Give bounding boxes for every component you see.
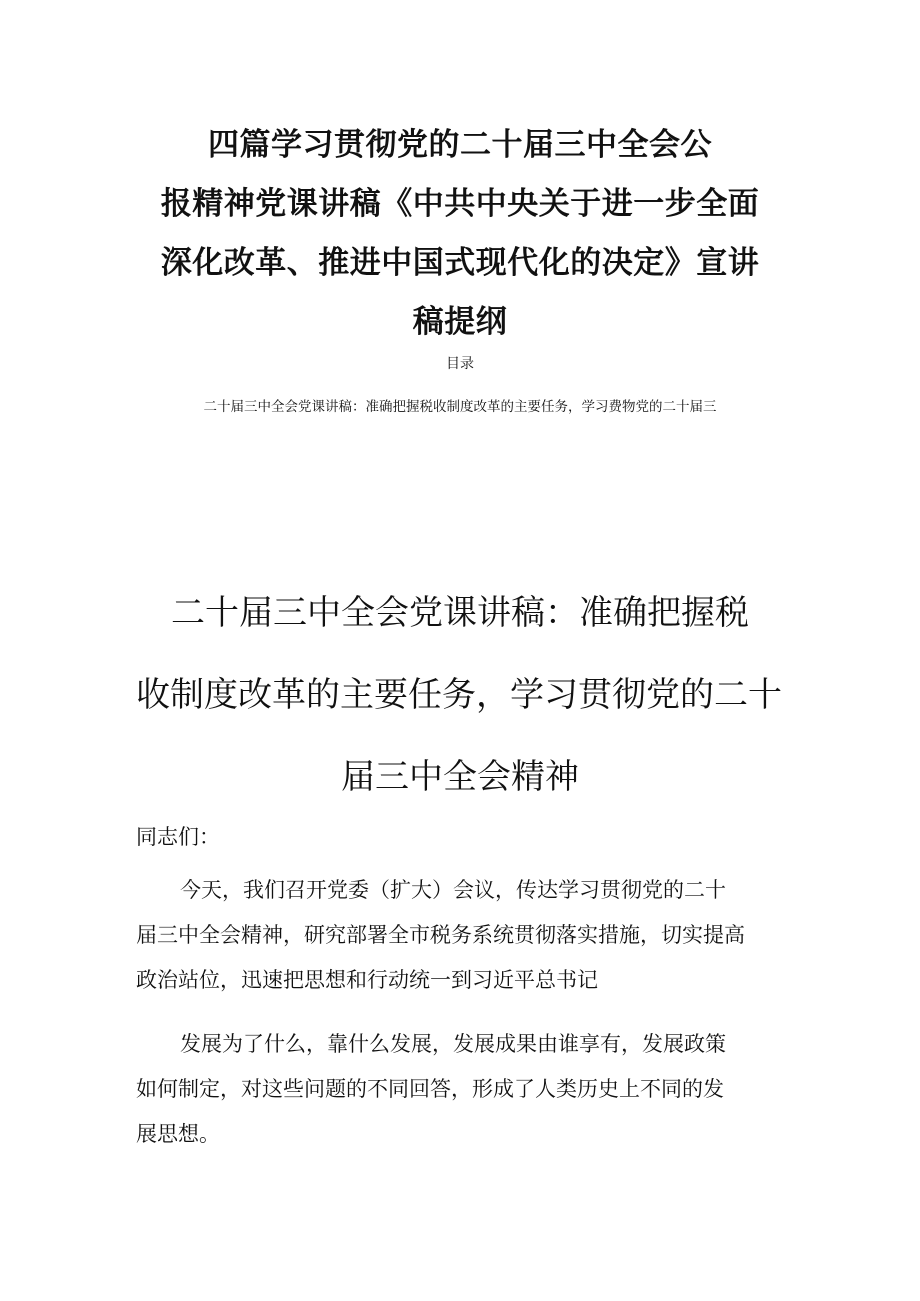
paragraph-line: 届三中全会精神，研究部署全市税务系统贯彻落实措施，切实提高 (136, 923, 745, 947)
title-line: 深化改革、推进中国式现代化的决定》宣讲 (160, 245, 760, 281)
paragraph-line: 展思想。 (136, 1122, 220, 1146)
section-title-line: 收制度改革的主要任务，学习贯彻党的二十 (136, 675, 782, 715)
section-title-line: 届三中全会精神 (341, 757, 579, 797)
paragraph-line: 今天，我们召开党委（扩大）会议，传达学习贯彻党的二十 (180, 878, 726, 902)
paragraph-line: 如何制定，对这些问题的不同回答，形成了人类历史上不同的发 (136, 1077, 724, 1101)
toc-heading: 目录 (446, 356, 474, 372)
paragraph-line: 发展为了什么，靠什么发展，发展成果由谁享有，发展政策 (180, 1032, 726, 1056)
toc-item[interactable]: 二十届三中全会党课讲稿：准确把握税收制度改革的主要任务，学习费物党的二十届三 (203, 399, 717, 415)
paragraph-line: 政治站位，迅速把思想和行动统一到习近平总书记 (136, 968, 598, 992)
salutation: 同志们： (136, 825, 220, 849)
title-line: 稿提纲 (412, 304, 508, 340)
body-paragraph (136, 1022, 796, 1157)
section-title-line: 二十届三中全会党课讲稿：准确把握税 (171, 593, 749, 633)
section-title (100, 572, 820, 818)
title-line: 报精神党课讲稿《中共中央关于进一步全面 (160, 186, 760, 222)
title-line: 四篇学习贯彻党的二十届三中全会公 (208, 127, 712, 163)
body-paragraph (136, 868, 796, 1003)
document-title (100, 116, 820, 352)
